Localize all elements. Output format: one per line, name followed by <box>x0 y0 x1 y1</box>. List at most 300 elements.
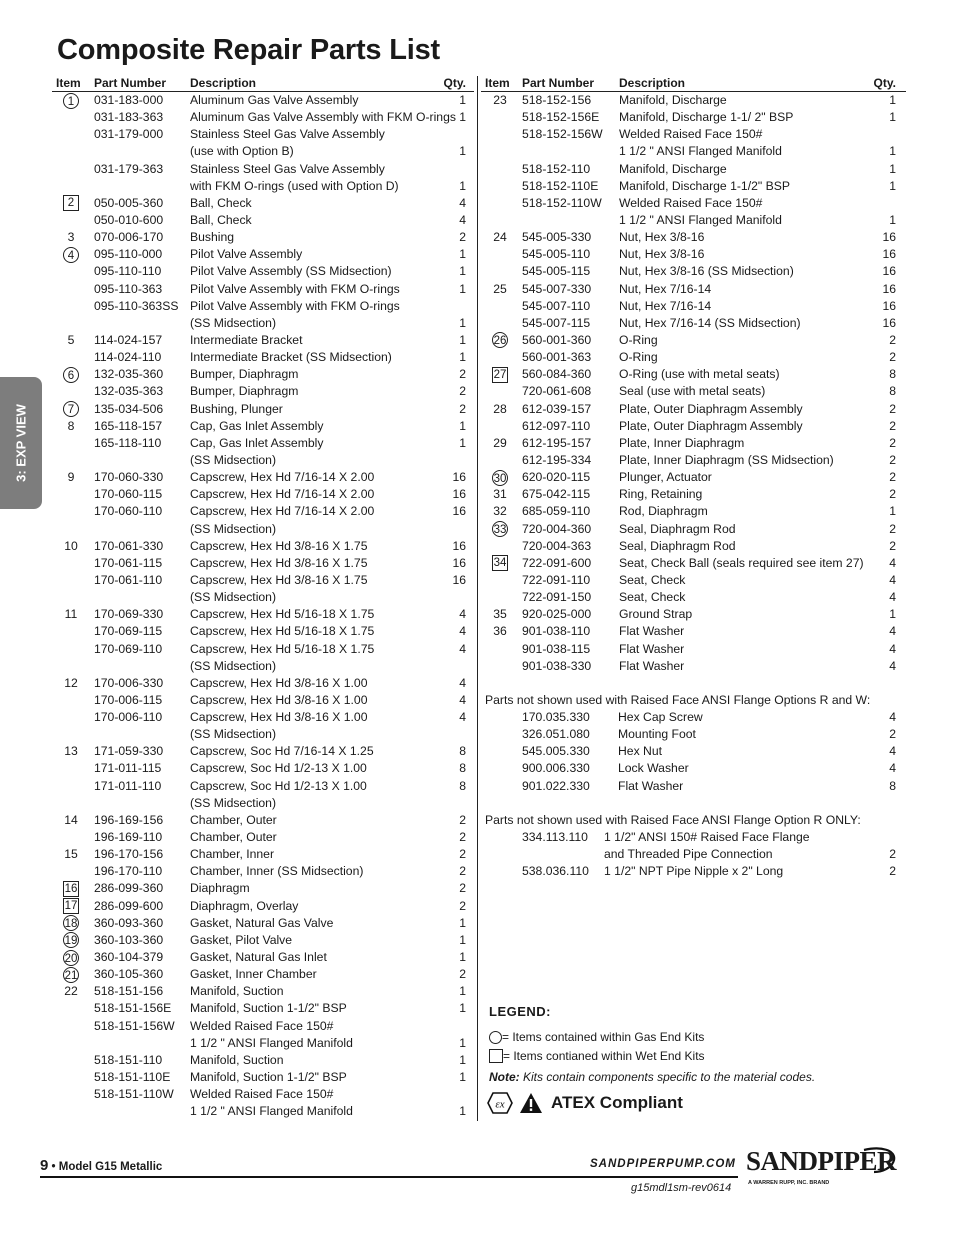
part-number: 170.035.330 <box>522 710 590 725</box>
quantity: 2 <box>889 332 896 347</box>
legend-wet-kit <box>489 1047 815 1066</box>
part-number: 095-110-363 <box>94 281 163 296</box>
description: Welded Raised Face 150# <box>619 195 763 210</box>
part-number: 170-060-115 <box>94 487 163 502</box>
page-title: Composite Repair Parts List <box>57 34 440 66</box>
description: Plate, Inner Diaphragm (SS Midsection) <box>619 452 834 467</box>
table-row <box>52 795 474 812</box>
gas-kit-marker: 33 <box>492 521 508 537</box>
description: Bumper, Diaphragm <box>190 367 299 382</box>
table-row <box>481 469 906 486</box>
table-row <box>52 109 474 126</box>
part-number: 675-042-115 <box>522 487 591 502</box>
table-row <box>52 469 474 486</box>
part-number: 050-010-600 <box>94 212 164 227</box>
item-label: 24 <box>493 230 507 245</box>
quantity: 16 <box>882 298 896 313</box>
part-number: 518-152-156E <box>522 110 600 125</box>
table-row <box>481 435 906 452</box>
part-number: 031-183-000 <box>94 93 164 107</box>
footer-rule <box>40 1176 738 1178</box>
legend-note <box>489 1068 815 1087</box>
quantity: 1 <box>459 264 466 279</box>
part-number: 286-099-600 <box>94 898 164 913</box>
quantity: 2 <box>459 367 466 382</box>
table-row <box>481 195 906 212</box>
table-row <box>481 641 906 658</box>
item-label: 23 <box>493 93 507 107</box>
description: Diaphragm <box>190 881 250 896</box>
table-row <box>52 1103 474 1120</box>
table-row <box>52 349 474 366</box>
table-row <box>52 555 474 572</box>
part-number: 360-093-360 <box>94 915 164 930</box>
description: Flat Washer <box>619 641 685 656</box>
options-r-w-list <box>481 709 906 795</box>
table-row <box>481 212 906 229</box>
description: Stainless Steel Gas Valve Assembly <box>190 127 385 142</box>
table-row <box>481 349 906 366</box>
item-label: 25 <box>493 281 507 296</box>
gas-kit-marker: 21 <box>63 967 79 983</box>
part-number: 560-084-360 <box>522 367 592 382</box>
header-description: Description <box>190 76 257 90</box>
gas-kit-marker: 7 <box>63 401 79 417</box>
quantity: 1 <box>459 418 466 433</box>
parts-list-right <box>481 92 906 675</box>
table-row <box>52 623 474 640</box>
table-row <box>52 658 474 675</box>
warning-triangle-icon <box>519 1092 543 1114</box>
description: Welded Raised Face 150# <box>190 1018 334 1033</box>
description: O-Ring <box>619 332 658 347</box>
description: Capscrew, Hex Hd 5/16-18 X 1.75 <box>190 624 375 639</box>
quantity: 16 <box>452 538 466 553</box>
quantity: 2 <box>889 521 896 536</box>
table-row <box>52 572 474 589</box>
table-row <box>481 229 906 246</box>
quantity: 2 <box>889 487 896 502</box>
description: Bumper, Diaphragm <box>190 384 299 399</box>
square-marker-icon <box>489 1049 503 1063</box>
description: Flat Washer <box>619 624 685 639</box>
header-part-number: Part Number <box>94 76 167 90</box>
quantity: 4 <box>889 744 896 759</box>
part-number: 518-151-156E <box>94 1001 172 1016</box>
part-number: 538.036.110 <box>522 864 589 879</box>
table-row <box>52 880 474 897</box>
quantity: 1 <box>889 504 896 519</box>
part-number: 170-006-115 <box>94 692 163 707</box>
table-row <box>52 778 474 795</box>
quantity: 4 <box>889 572 896 587</box>
part-number: 900.006.330 <box>522 761 590 776</box>
table-row <box>481 743 906 760</box>
description: Plate, Inner Diaphragm <box>619 435 745 450</box>
quantity: 16 <box>882 264 896 279</box>
table-row <box>52 332 474 349</box>
quantity: 2 <box>459 401 466 416</box>
table-row <box>52 949 474 966</box>
description: Flat Washer <box>618 778 684 793</box>
part-number: 114-024-157 <box>94 332 163 347</box>
part-number: 518-151-156W <box>94 1018 175 1033</box>
description: and Threaded Pipe Connection <box>604 847 773 862</box>
quantity: 16 <box>452 487 466 502</box>
quantity: 16 <box>882 281 896 296</box>
wet-kit-marker: 16 <box>64 882 78 895</box>
description: Diaphragm, Overlay <box>190 898 299 913</box>
description: Capscrew, Hex Hd 5/16-18 X 1.75 <box>190 607 375 622</box>
header-item: Item <box>485 76 510 90</box>
part-number: 170-061-115 <box>94 555 163 570</box>
part-number: 196-170-156 <box>94 847 164 862</box>
table-row <box>481 589 906 606</box>
description: Capscrew, Hex Hd 3/8-16 X 1.75 <box>190 555 368 570</box>
table-header <box>52 76 474 92</box>
table-row <box>52 760 474 777</box>
quantity: 4 <box>459 675 466 690</box>
description: Cap, Gas Inlet Assembly <box>190 418 324 433</box>
quantity: 1 <box>889 212 896 227</box>
item-label: 14 <box>64 812 78 827</box>
legend <box>489 1004 815 1087</box>
parts-table-right <box>481 76 906 880</box>
atex-compliance <box>487 1090 683 1116</box>
description: Capscrew, Hex Hd 5/16-18 X 1.75 <box>190 641 375 656</box>
table-row <box>481 298 906 315</box>
table-row <box>52 846 474 863</box>
description: Plate, Outer Diaphragm Assembly <box>619 401 803 416</box>
part-number: 170-061-330 <box>94 538 164 553</box>
table-row <box>481 658 906 675</box>
part-number: 518-151-156 <box>94 984 164 999</box>
table-row <box>52 641 474 658</box>
part-number: 171-011-115 <box>94 761 162 776</box>
table-row <box>481 332 906 349</box>
wet-kit-marker: 17 <box>64 900 78 913</box>
quantity: 2 <box>889 401 896 416</box>
part-number: 518-151-110W <box>94 1087 174 1102</box>
quantity: 1 <box>889 607 896 622</box>
table-row <box>481 726 906 743</box>
part-number: 518-152-156W <box>522 127 603 142</box>
options-r-w-note: Parts not shown used with Raised Face ANSI Flange Options R and W: <box>485 692 871 707</box>
description: Capscrew, Hex Hd 3/8-16 X 1.00 <box>190 675 368 690</box>
quantity: 4 <box>889 761 896 776</box>
description: Chamber, Inner <box>190 847 275 862</box>
table-row <box>481 401 906 418</box>
description: Stainless Steel Gas Valve Assembly <box>190 161 385 176</box>
table-row <box>481 161 906 178</box>
description: (use with Option B) <box>190 144 294 159</box>
quantity: 1 <box>889 110 896 125</box>
part-number: 132-035-360 <box>94 367 164 382</box>
table-row <box>481 863 906 880</box>
table-row <box>52 246 474 263</box>
quantity: 1 <box>459 110 466 125</box>
sandpiper-logo <box>746 1144 897 1186</box>
part-number: 518-152-156 <box>522 93 592 107</box>
description: Capscrew, Soc Hd 7/16-14 X 1.25 <box>190 744 374 759</box>
quantity: 8 <box>459 744 466 759</box>
legend-note-text: Kits contain components specific to the material codes. <box>519 1070 816 1084</box>
header-qty: Qty. <box>443 76 466 90</box>
description: Welded Raised Face 150# <box>619 127 763 142</box>
description: Aluminum Gas Valve Assembly <box>190 93 359 107</box>
page-number-value: 9 <box>40 1157 49 1174</box>
description: 1 1/2 " ANSI Flanged Manifold <box>619 144 782 159</box>
table-row <box>52 143 474 160</box>
description: Aluminum Gas Valve Assembly with FKM O-rings <box>190 110 456 125</box>
page-number <box>40 1157 162 1174</box>
description: Ring, Retaining <box>619 487 703 502</box>
quantity: 1 <box>889 144 896 159</box>
part-number: 170-060-330 <box>94 470 164 485</box>
description: Hex Cap Screw <box>618 710 703 725</box>
part-number: 920-025-000 <box>522 607 592 622</box>
description: Seat, Check <box>619 572 686 587</box>
quantity: 1 <box>459 932 466 947</box>
description: Bushing <box>190 230 235 245</box>
quantity: 8 <box>889 367 896 382</box>
table-row <box>481 315 906 332</box>
wet-kit-marker: 27 <box>493 368 507 381</box>
table-row <box>52 743 474 760</box>
part-number: 901-038-330 <box>522 658 592 673</box>
item-label: 22 <box>64 984 78 999</box>
quantity: 1 <box>889 178 896 193</box>
quantity: 1 <box>459 315 466 330</box>
table-row <box>481 143 906 160</box>
description: Nut, Hex 7/16-14 <box>619 281 712 296</box>
table-row <box>481 486 906 503</box>
table-row <box>481 846 906 863</box>
quantity: 1 <box>459 332 466 347</box>
table-row <box>481 109 906 126</box>
description: Seal, Diaphragm Rod <box>619 521 736 536</box>
table-row <box>52 692 474 709</box>
quantity: 2 <box>459 898 466 913</box>
description: Capscrew, Hex Hd 3/8-16 X 1.00 <box>190 710 368 725</box>
description: Pilot Valve Assembly <box>190 247 303 262</box>
table-row <box>52 383 474 400</box>
table-row <box>52 195 474 212</box>
description: Plunger, Actuator <box>619 470 712 485</box>
part-number: 720-004-360 <box>522 521 592 536</box>
description: Gasket, Natural Gas Inlet <box>190 950 327 965</box>
description: Capscrew, Soc Hd 1/2-13 X 1.00 <box>190 778 367 793</box>
part-number: 286-099-360 <box>94 881 164 896</box>
table-row <box>52 538 474 555</box>
part-number: 165-118-110 <box>94 435 162 450</box>
gas-kit-marker: 4 <box>63 247 79 263</box>
description: Seat, Check <box>619 590 686 605</box>
table-row <box>481 178 906 195</box>
description: Manifold, Suction 1-1/2" BSP <box>190 1001 347 1016</box>
quantity: 1 <box>459 1035 466 1050</box>
header-item: Item <box>56 76 81 90</box>
quantity: 4 <box>459 195 466 210</box>
table-row <box>481 829 906 846</box>
description: Flat Washer <box>619 658 685 673</box>
table-row <box>481 538 906 555</box>
part-number: 031-179-000 <box>94 127 164 142</box>
part-number: 545-007-330 <box>522 281 592 296</box>
part-number: 720-061-608 <box>522 384 592 399</box>
table-row <box>481 555 906 572</box>
header-qty: Qty. <box>873 76 896 90</box>
quantity: 8 <box>459 761 466 776</box>
quantity: 2 <box>889 452 896 467</box>
table-row <box>52 829 474 846</box>
part-number: 545.005.330 <box>522 744 590 759</box>
table-row <box>52 983 474 1000</box>
website-link[interactable]: SANDPIPERPUMP.COM <box>590 1158 736 1170</box>
section-tab-label: 3: EXP VIEW <box>13 404 29 482</box>
table-row <box>481 366 906 383</box>
description: Manifold, Discharge 1-1/ 2" BSP <box>619 110 794 125</box>
legend-gas-kit-label: = Items contained within Gas End Kits <box>502 1030 705 1044</box>
table-row <box>52 812 474 829</box>
table-row <box>481 778 906 795</box>
revision-code: g15mdl1sm-rev0614 <box>631 1182 732 1194</box>
quantity: 2 <box>459 881 466 896</box>
part-number: 070-006-170 <box>94 230 164 245</box>
svg-text:εx: εx <box>495 1098 505 1111</box>
gas-kit-marker: 20 <box>63 950 79 966</box>
part-number: 545-005-115 <box>522 264 591 279</box>
gas-kit-marker: 26 <box>492 332 508 348</box>
description: Capscrew, Hex Hd 3/8-16 X 1.00 <box>190 692 368 707</box>
part-number: 095-110-110 <box>94 264 162 279</box>
description: Gasket, Pilot Valve <box>190 932 293 947</box>
quantity: 2 <box>889 847 896 862</box>
table-row <box>52 486 474 503</box>
part-number: 722-091-110 <box>522 572 591 587</box>
table-row <box>52 161 474 178</box>
table-row <box>481 503 906 520</box>
description: Manifold, Discharge 1-1/2" BSP <box>619 178 790 193</box>
quantity: 1 <box>459 144 466 159</box>
description: Lock Washer <box>618 761 689 776</box>
description: Gasket, Inner Chamber <box>190 967 317 982</box>
table-row <box>481 126 906 143</box>
part-number: 545-007-110 <box>522 298 591 313</box>
quantity: 2 <box>459 967 466 982</box>
description: Manifold, Discharge <box>619 161 727 176</box>
table-row <box>481 623 906 640</box>
item-label: 29 <box>493 435 507 450</box>
description: Capscrew, Hex Hd 7/16-14 X 2.00 <box>190 487 375 502</box>
table-row <box>52 709 474 726</box>
item-label: 3 <box>67 230 75 245</box>
table-header <box>481 76 906 92</box>
description: (SS Midsection) <box>190 521 277 536</box>
description: Cap, Gas Inlet Assembly <box>190 435 324 450</box>
description: 1 1/2 " ANSI Flanged Manifold <box>619 212 782 227</box>
parts-table-left <box>52 76 474 1120</box>
item-label: 28 <box>493 401 507 416</box>
item-label: 15 <box>64 847 78 862</box>
section-tab[interactable] <box>0 377 42 509</box>
quantity: 1 <box>459 984 466 999</box>
table-row <box>481 572 906 589</box>
quantity: 2 <box>459 847 466 862</box>
item-label: 8 <box>67 418 75 433</box>
part-number: 545-005-110 <box>522 247 591 262</box>
quantity: 2 <box>889 350 896 365</box>
gas-kit-marker: 18 <box>63 915 79 931</box>
logo-tagline: A WARREN RUPP, INC. BRAND <box>748 1180 830 1186</box>
part-number: 171-059-330 <box>94 744 164 759</box>
quantity: 4 <box>889 590 896 605</box>
part-number: 170-069-330 <box>94 607 164 622</box>
table-row <box>52 126 474 143</box>
part-number: 170-006-110 <box>94 710 163 725</box>
description: Manifold, Suction <box>190 984 284 999</box>
description: Nut, Hex 3/8-16 (SS Midsection) <box>619 264 794 279</box>
gas-kit-marker: 1 <box>63 93 79 109</box>
table-row <box>52 1069 474 1086</box>
table-row <box>52 452 474 469</box>
table-row <box>52 263 474 280</box>
quantity: 4 <box>889 658 896 673</box>
item-label: 31 <box>493 487 507 502</box>
description: Nut, Hex 7/16-14 (SS Midsection) <box>619 315 801 330</box>
description: (SS Midsection) <box>190 658 277 673</box>
table-row <box>52 589 474 606</box>
table-row <box>52 675 474 692</box>
gas-kit-marker: 6 <box>63 367 79 383</box>
item-label: 9 <box>67 470 75 485</box>
quantity: 2 <box>459 812 466 827</box>
quantity: 16 <box>882 247 896 262</box>
description: Ball, Check <box>190 212 252 227</box>
part-number: 720-004-363 <box>522 538 592 553</box>
part-number: 360-104-379 <box>94 950 164 965</box>
description: Seat, Check Ball (seals required see item 27) <box>619 555 864 570</box>
table-row <box>481 281 906 298</box>
quantity: 16 <box>452 504 466 519</box>
description: (SS Midsection) <box>190 795 277 810</box>
description: 1 1/2" ANSI 150# Raised Face Flange <box>604 830 810 845</box>
table-row <box>52 503 474 520</box>
part-number: 518-152-110 <box>522 161 591 176</box>
table-row <box>52 366 474 383</box>
description: Chamber, Outer <box>190 830 277 845</box>
description: O-Ring (use with metal seats) <box>619 367 780 382</box>
gas-kit-marker: 19 <box>63 932 79 948</box>
description: Capscrew, Hex Hd 7/16-14 X 2.00 <box>190 504 375 519</box>
part-number: 132-035-363 <box>94 384 164 399</box>
description: Mounting Foot <box>618 727 696 742</box>
description: Ground Strap <box>619 607 693 622</box>
part-number: 518-152-110E <box>522 178 599 193</box>
quantity: 16 <box>882 230 896 245</box>
description: (SS Midsection) <box>190 315 277 330</box>
quantity: 1 <box>459 93 466 107</box>
quantity: 4 <box>889 624 896 639</box>
description: Hex Nut <box>618 744 663 759</box>
description: Chamber, Inner (SS Midsection) <box>190 864 364 879</box>
table-row <box>52 966 474 983</box>
description: Seal, Diaphragm Rod <box>619 538 736 553</box>
part-number: 334.113.110 <box>522 830 588 845</box>
part-number: 170-061-110 <box>94 572 163 587</box>
description: Manifold, Discharge <box>619 93 727 107</box>
description: Manifold, Suction 1-1/2" BSP <box>190 1070 347 1085</box>
